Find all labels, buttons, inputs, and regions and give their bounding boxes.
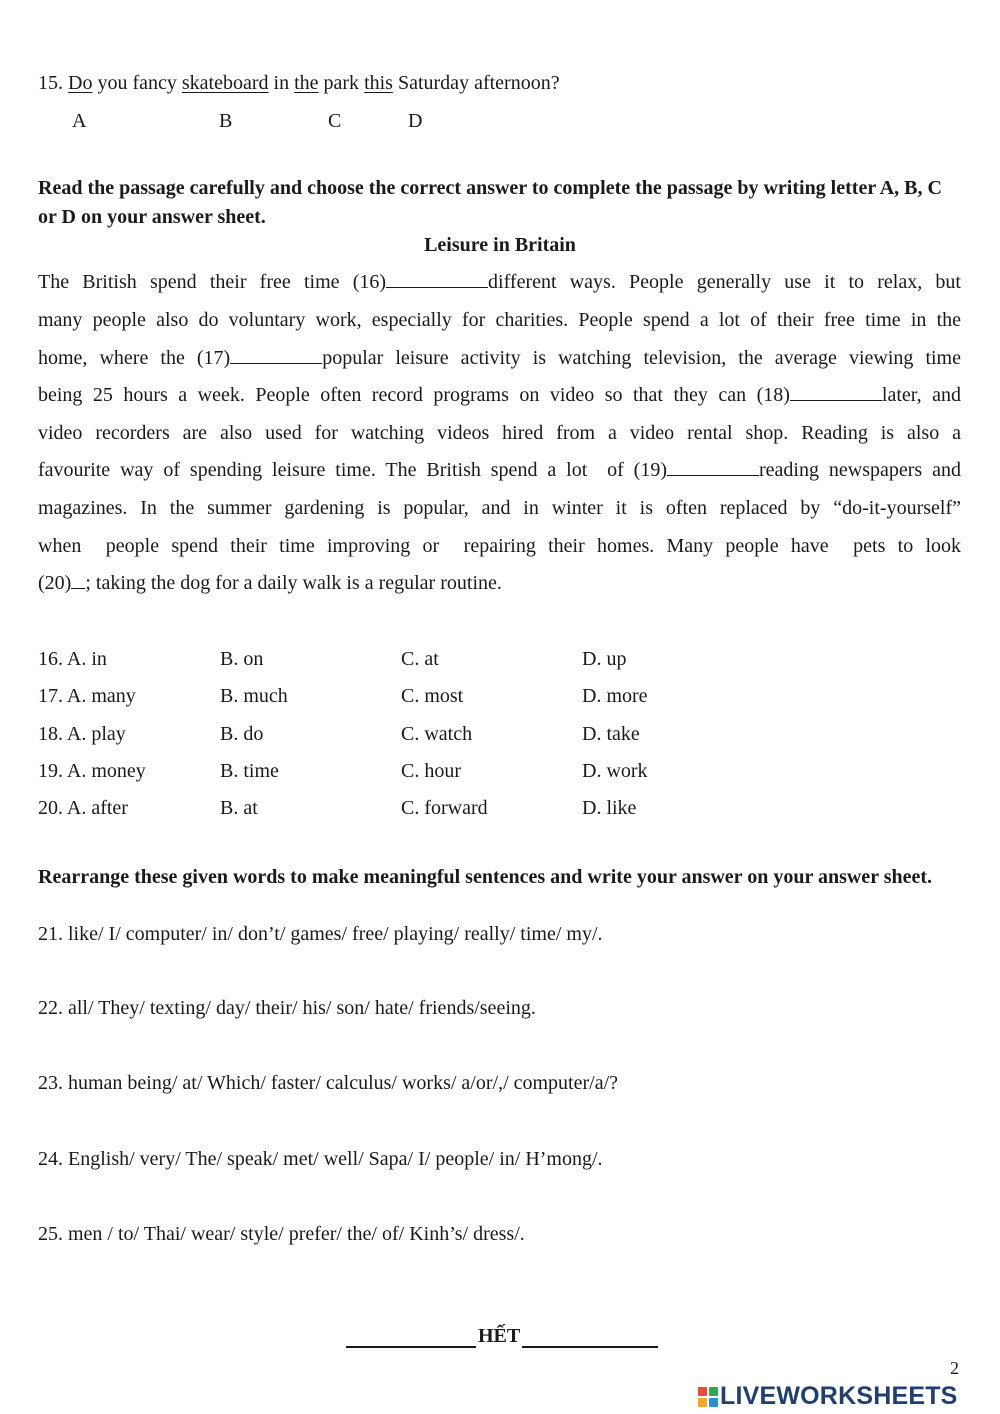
label-b: B bbox=[219, 110, 233, 132]
passage-text: home, where the (17) bbox=[38, 347, 231, 369]
rearrange-instruction: Rearrange these given words to make meaningful sentences and write your answer on your answer sheet. bbox=[38, 866, 933, 888]
logo-grid-icon bbox=[698, 1387, 718, 1407]
question-text: you fancy bbox=[92, 72, 182, 94]
blank-19 bbox=[667, 461, 759, 476]
passage-line: when people spend their time improving or repairing their homes. Many people have pets to look bbox=[38, 535, 961, 557]
option-18-b: B. do bbox=[220, 723, 264, 745]
option-18-d: D. take bbox=[582, 723, 640, 745]
sentence-25: 25. men / to/ Thai/ wear/ style/ prefer/ the/ of/ Kinh’s/ dress/. bbox=[38, 1223, 525, 1245]
liveworksheets-logo bbox=[698, 1382, 958, 1411]
underlined-word-a: Do bbox=[68, 72, 93, 94]
option-20-c: C. forward bbox=[401, 797, 488, 819]
blank-17 bbox=[230, 349, 322, 364]
underlined-word-c: the bbox=[294, 72, 319, 94]
passage-line bbox=[38, 384, 961, 407]
passage-text: (20) bbox=[38, 572, 72, 594]
option-18-a: 18. A. play bbox=[38, 723, 126, 745]
option-19-b: B. time bbox=[220, 760, 279, 782]
passage-line bbox=[38, 459, 961, 482]
question-text: in bbox=[268, 72, 295, 94]
option-17-d: D. more bbox=[582, 685, 648, 707]
sentence-23: 23. human being/ at/ Which/ faster/ calculus/ works/ a/or/,/ computer/a/? bbox=[38, 1072, 619, 1094]
sentence-24: 24. English/ very/ The/ speak/ met/ well/ Sapa/ I/ people/ in/ H’mong/. bbox=[38, 1148, 603, 1170]
label-d: D bbox=[408, 110, 423, 132]
passage-line bbox=[38, 572, 961, 595]
question-text: park bbox=[318, 72, 365, 94]
option-17-b: B. much bbox=[220, 685, 288, 707]
option-20-b: B. at bbox=[220, 797, 258, 819]
option-20-a: 20. A. after bbox=[38, 797, 128, 819]
option-19-c: C. hour bbox=[401, 760, 461, 782]
question-number: 15. bbox=[38, 72, 63, 94]
passage-text: ; taking the dog for a daily walk is a regular routine. bbox=[85, 572, 502, 594]
passage-line: many people also do voluntary work, especially for charities. People spend a lot of their free time in the bbox=[38, 309, 961, 331]
blank-20 bbox=[71, 574, 85, 589]
passage-line: video recorders are also used for watching videos hired from a video rental shop. Reading is also a bbox=[38, 422, 961, 444]
passage-text: being 25 hours a week. People often record programs on video so that they can (18) bbox=[38, 384, 790, 406]
passage-line: magazines. In the summer gardening is popular, and in winter it is often replaced by “do-it-yourself” bbox=[38, 497, 961, 519]
label-a: A bbox=[72, 110, 87, 132]
end-rule-left bbox=[346, 1346, 476, 1348]
option-17-c: C. most bbox=[401, 685, 464, 707]
reading-instruction: Read the passage carefully and choose the correct answer to complete the passage by writing letter A, B, C or D on your answer sheet. bbox=[38, 177, 942, 228]
option-16-b: B. on bbox=[220, 648, 264, 670]
passage-text: popular leisure activity is watching television, the average viewing time bbox=[322, 347, 961, 369]
passage-text: different ways. People generally use it to relax, but bbox=[488, 271, 961, 293]
option-17-a: 17. A. many bbox=[38, 685, 136, 707]
sentence-22: 22. all/ They/ texting/ day/ their/ his/ son/ hate/ friends/seeing. bbox=[38, 997, 536, 1019]
end-rule-right bbox=[522, 1346, 658, 1348]
option-16-a: 16. A. in bbox=[38, 648, 107, 670]
passage-text: The British spend their free time (16) bbox=[38, 271, 387, 293]
blank-16 bbox=[386, 273, 488, 288]
passage-title: Leisure in Britain bbox=[424, 234, 576, 256]
question-text: Saturday afternoon? bbox=[392, 72, 560, 94]
option-19-a: 19. A. money bbox=[38, 760, 146, 782]
question-15 bbox=[38, 72, 560, 95]
underlined-word-d: this bbox=[364, 72, 393, 94]
option-16-d: D. up bbox=[582, 648, 627, 670]
end-text: HẾT bbox=[478, 1325, 521, 1347]
brand-name: LIVEWORKSHEETS bbox=[720, 1382, 958, 1410]
passage-text: favourite way of spending leisure time. The British spend a lot of (19) bbox=[38, 459, 668, 481]
option-19-d: D. work bbox=[582, 760, 648, 782]
passage-line bbox=[38, 271, 961, 294]
option-20-d: D. like bbox=[582, 797, 637, 819]
passage-line bbox=[38, 347, 961, 370]
option-18-c: C. watch bbox=[401, 723, 473, 745]
passage-text: later, and bbox=[881, 384, 961, 406]
underlined-word-b: skateboard bbox=[181, 72, 269, 94]
page-number: 2 bbox=[950, 1358, 959, 1378]
sentence-21: 21. like/ I/ computer/ in/ don’t/ games/ free/ playing/ really/ time/ my/. bbox=[38, 923, 603, 945]
option-16-c: C. at bbox=[401, 648, 439, 670]
passage-text: reading newspapers and bbox=[759, 459, 962, 481]
blank-18 bbox=[790, 386, 882, 401]
label-c: C bbox=[328, 110, 342, 132]
